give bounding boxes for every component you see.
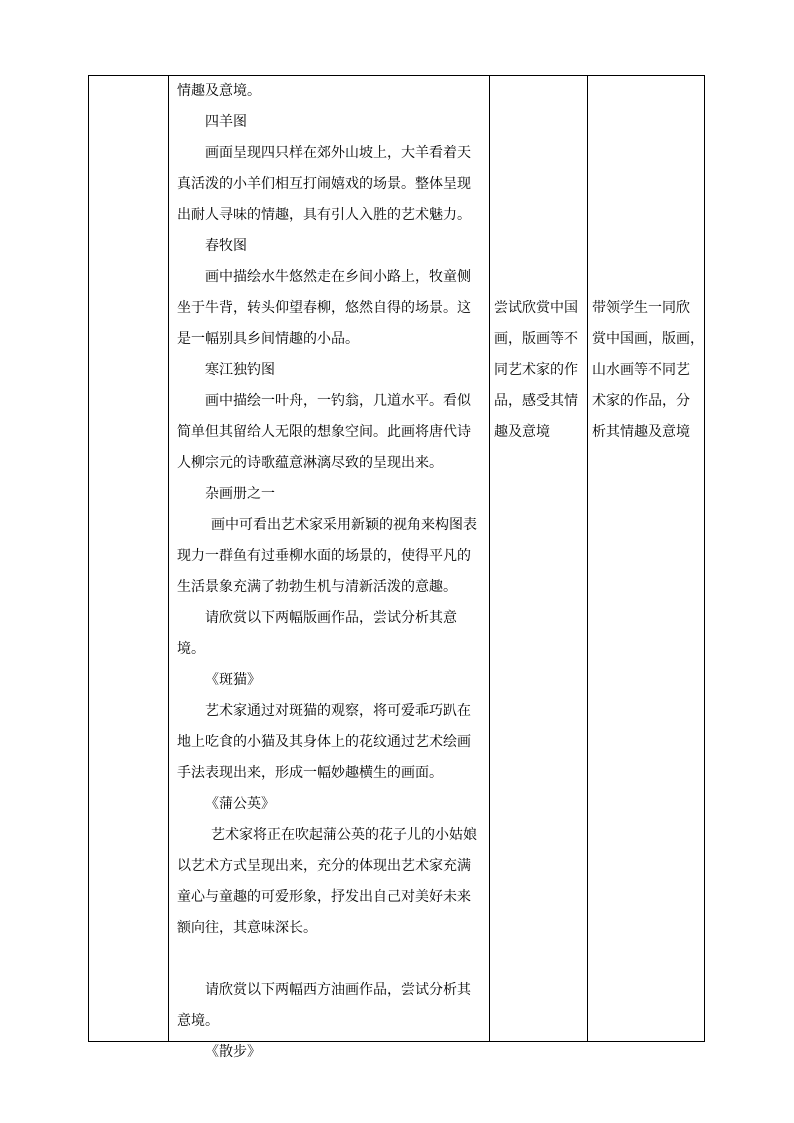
cell-line: 同艺术家的作 [494, 362, 578, 378]
paragraph: 艺术家通过对斑猫的观察，将可爱乖巧趴在地上吃食的小猫及其身体上的花纹通过艺术绘画手法表现出来，形成一幅妙趣横生的画面。 [177, 703, 471, 781]
cell-line: 尝试欣赏中国 [494, 300, 578, 316]
artwork-title: 寒江独钓图 [205, 362, 275, 378]
column-divider [587, 76, 588, 1041]
artwork-title: 《蒲公英》 [205, 796, 275, 812]
paragraph: 画中描绘一叶舟，一钓翁，几道水平。看似简单但其留给人无限的想象空间。此画将唐代诗人柳宗元的诗歌蕴意淋漓尽致的呈现出来。 [177, 393, 471, 471]
paragraph: 请欣赏以下两幅版画作品，尝试分析其意境。 [177, 610, 457, 657]
cell-line: 品，感受其情 [494, 393, 578, 409]
blank-line [177, 944, 483, 975]
teaching-content-cell [169, 76, 489, 1068]
artwork-title: 《斑猫》 [205, 672, 261, 688]
cell-line: 山水画等不同艺 [592, 362, 690, 378]
lesson-table [88, 75, 705, 1060]
cell-line: 析其情趣及意境 [592, 424, 690, 440]
paragraph: 情趣及意境。 [177, 83, 261, 99]
paragraph: 画中描绘水牛悠然走在乡间小路上，牧童侧坐于牛背，转头仰望春柳，悠然自得的场景。这是一幅别具乡间情趣的小品。 [177, 269, 471, 347]
cell-line: 趣及意境 [494, 424, 550, 440]
student-activity-cell [494, 293, 589, 448]
artwork-title: 四羊图 [205, 114, 247, 130]
cell-line: 赏中国画，版画， [592, 331, 704, 347]
cell-line: 术家的作品，分 [592, 393, 690, 409]
paragraph: 画中可看出艺术家采用新颖的视角来构图表现力一群鱼有过垂柳水面的场景的，使得平凡的生活景象充满了勃勃生机与清新活泼的意趣。 [177, 517, 477, 595]
paragraph: 请欣赏以下两幅西方油画作品，尝试分析其意境。 [177, 982, 471, 1029]
artwork-title: 杂画册之一 [205, 486, 275, 502]
column-divider [489, 76, 490, 1041]
artwork-title: 《散步》 [205, 1044, 261, 1060]
artwork-title: 春牧图 [205, 238, 247, 254]
paragraph: 画面呈现四只样在郊外山坡上，大羊看着天真活泼的小羊们相互打闹嬉戏的场景。整体呈现出耐人寻味的情趣，具有引人入胜的艺术魅力。 [177, 145, 471, 223]
paragraph: 艺术家将正在吹起蒲公英的花子儿的小姑娘以艺术方式呈现出来，充分的体现出艺术家充满童心与童趣的可爱形象，抒发出自己对美好未来额向往，其意味深长。 [177, 827, 477, 936]
cell-line: 带领学生一同欣 [592, 300, 690, 316]
cell-line: 画，版画等不 [494, 331, 578, 347]
teacher-activity-cell [592, 293, 704, 448]
